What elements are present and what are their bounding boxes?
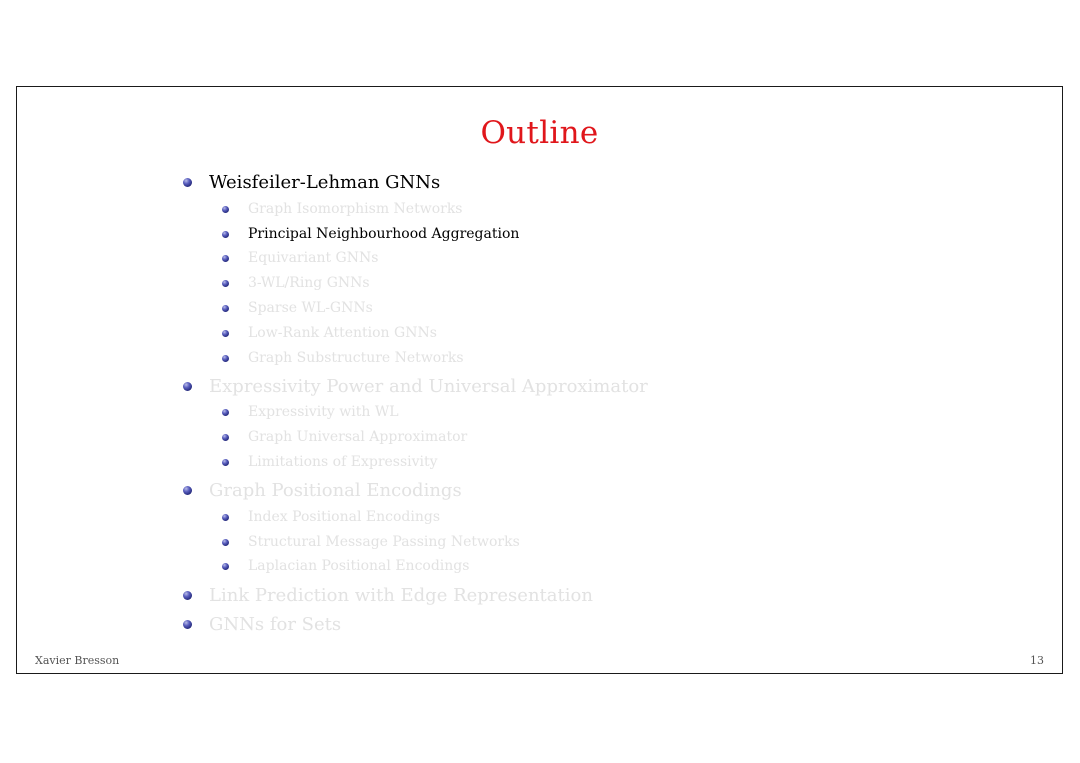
outline-item-label: Index Positional Encodings (248, 509, 441, 525)
outline-list (17, 87, 1062, 673)
outline-item-5 (222, 300, 373, 316)
outline-item-15 (222, 558, 469, 574)
outline-item-label: 3-WL/Ring GNNs (248, 275, 370, 291)
outline-item-label: Limitations of Expressivity (248, 454, 438, 470)
outline-item-label: Sparse WL-GNNs (248, 300, 373, 316)
bullet-icon (183, 591, 192, 600)
footer-page-number: 13 (1030, 654, 1044, 667)
outline-item-16 (183, 585, 593, 606)
slide-frame (16, 86, 1063, 674)
outline-item-12 (183, 480, 462, 501)
bullet-icon (222, 459, 229, 466)
outline-item-7 (222, 350, 464, 366)
bullet-icon (183, 382, 192, 391)
bullet-icon (222, 330, 229, 337)
outline-item-14 (222, 534, 520, 550)
outline-item-label: Graph Universal Approximator (248, 429, 468, 445)
bullet-icon (222, 514, 229, 521)
bullet-icon (222, 409, 229, 416)
outline-item-label: Graph Positional Encodings (209, 480, 462, 501)
outline-item-label: GNNs for Sets (209, 614, 342, 635)
outline-item-label: Equivariant GNNs (248, 250, 379, 266)
outline-item-label: Expressivity Power and Universal Approximator (209, 376, 648, 397)
bullet-icon (222, 206, 229, 213)
outline-item-label: Expressivity with WL (248, 404, 399, 420)
outline-item-label: Structural Message Passing Networks (248, 534, 520, 550)
outline-item-4 (222, 275, 370, 291)
outline-item-label: Link Prediction with Edge Representation (209, 585, 593, 606)
outline-item-0 (183, 172, 440, 193)
bullet-icon (222, 434, 229, 441)
outline-item-10 (222, 429, 467, 445)
outline-item-8 (183, 376, 648, 397)
outline-item-3 (222, 250, 378, 266)
outline-item-label: Graph Isomorphism Networks (248, 201, 463, 217)
outline-item-11 (222, 454, 438, 470)
bullet-icon (222, 305, 229, 312)
outline-item-2 (222, 226, 519, 242)
footer-author: Xavier Bresson (35, 654, 120, 667)
outline-item-17 (183, 614, 341, 635)
outline-item-label: Graph Substructure Networks (248, 350, 464, 366)
bullet-icon (183, 486, 192, 495)
outline-item-13 (222, 509, 440, 525)
outline-item-6 (222, 325, 437, 341)
outline-item-label: Low-Rank Attention GNNs (248, 325, 437, 341)
outline-item-9 (222, 404, 399, 420)
bullet-icon (222, 280, 229, 287)
bullet-icon (183, 620, 192, 629)
bullet-icon (183, 178, 192, 187)
slide-title: Outline (480, 115, 599, 151)
outline-item-1 (222, 201, 463, 217)
bullet-icon (222, 231, 229, 238)
bullet-icon (222, 563, 229, 570)
bullet-icon (222, 539, 229, 546)
outline-item-label: Principal Neighbourhood Aggregation (248, 226, 520, 242)
bullet-icon (222, 255, 229, 262)
outline-item-label: Weisfeiler-Lehman GNNs (209, 172, 441, 193)
outline-item-label: Laplacian Positional Encodings (248, 558, 470, 574)
bullet-icon (222, 355, 229, 362)
